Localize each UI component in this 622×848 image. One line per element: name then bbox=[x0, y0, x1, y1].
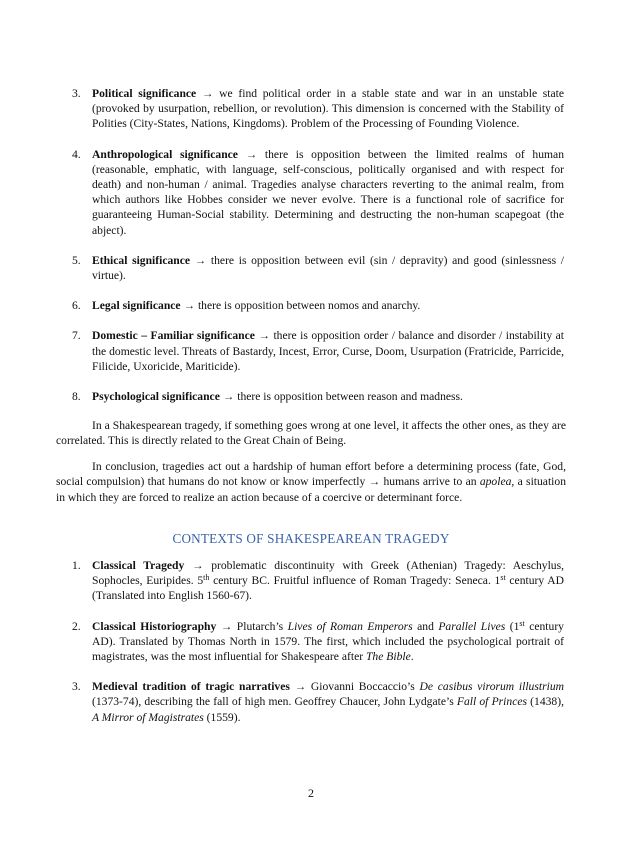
item-text: there is opposition between the limited realms of human (reasonable, emphatic, with language, self-conscious, politically organised and with respect for death) and non-human / animal. Tragedies analyse characters reverting to the animal realm, from which authors like Hobbes consider we never evolve. There is a functional role of sacrifice for guaranteeing Human-Social stability. Determining and destructing the non-human scapegoat (the abject). bbox=[92, 147, 564, 237]
item-number: 7. bbox=[72, 329, 81, 343]
list-item bbox=[0, 558, 622, 604]
paragraph-text: , a situation in which they are forced to realize an action because of a coercive or determinant force. bbox=[56, 475, 566, 504]
list-item bbox=[0, 389, 622, 404]
arrow-icon: → bbox=[194, 253, 207, 267]
item-text: century BC. Fruitful influence of Roman Tragedy: Seneca. 1 bbox=[209, 574, 501, 588]
list-item bbox=[0, 679, 622, 725]
item-text: there is opposition between nomos and anarchy. bbox=[195, 299, 421, 313]
item-term: Classical Tragedy bbox=[92, 559, 185, 572]
item-number: 4. bbox=[72, 147, 81, 161]
arrow-icon: → bbox=[191, 559, 204, 572]
superscript: st bbox=[519, 618, 525, 628]
significance-list bbox=[0, 86, 622, 404]
item-text: century AD). Translated by Thomas North in 1579. The first, which included the psychological portrait of magistrates, was the most influential for Shakespeare after bbox=[92, 619, 564, 664]
arrow-icon: → bbox=[258, 329, 270, 343]
item-text: century AD (Translated into English 1560-67). bbox=[92, 574, 564, 603]
conclusion-paragraph bbox=[56, 459, 566, 505]
item-text: . bbox=[410, 650, 414, 664]
list-item bbox=[0, 86, 622, 132]
section-heading: CONTEXTS OF SHAKESPEAREAN TRAGEDY bbox=[172, 531, 450, 546]
list-item bbox=[0, 328, 622, 374]
superscript: st bbox=[500, 573, 506, 583]
item-text: (1 bbox=[505, 619, 520, 633]
arrow-icon: → bbox=[294, 680, 307, 694]
item-text: (1559). bbox=[203, 710, 241, 724]
item-term: Psychological significance bbox=[92, 390, 220, 404]
arrow-icon: → bbox=[222, 390, 235, 404]
item-term: Political significance bbox=[92, 87, 197, 100]
italic-term: apolea bbox=[479, 475, 512, 489]
item-text: there is opposition between evil (sin / depravity) and good (sinlessness / virtue). bbox=[92, 253, 564, 283]
arrow-icon: → bbox=[368, 475, 381, 489]
page-number: 2 bbox=[308, 786, 314, 800]
item-text: we find political order in a stable state and war in an unstable state (provoked by usurpation, rebellion, or revolution). This dimension is concerned with the Stability of Polities (City-States, Nations, Kingdoms). Problem of the Processing of Founding Violence. bbox=[92, 87, 565, 131]
item-number: 3. bbox=[72, 680, 81, 694]
item-text: (1373-74), describing the fall of high men. Geoffrey Chaucer, John Lydgate’s bbox=[92, 695, 457, 709]
item-text: there is opposition order / balance and disorder / instability at the domestic level. Threats of Bastardy, Incest, Error, Curse, Doom, Usurpation (Fratricide, Parricide, Filicide, Uxoricide, Mariticide). bbox=[92, 329, 564, 373]
item-text: (1438), bbox=[527, 695, 564, 709]
arrow-icon: → bbox=[183, 299, 196, 313]
item-text: Plutarch’s bbox=[232, 619, 288, 633]
italic-title: Fall of Princes bbox=[456, 695, 527, 709]
superscript: th bbox=[203, 573, 210, 583]
item-text: and bbox=[412, 619, 439, 633]
item-text: Giovanni Boccaccio’s bbox=[306, 680, 420, 694]
italic-title: A Mirror of Magistrates bbox=[92, 710, 204, 724]
arrow-icon: → bbox=[201, 87, 214, 100]
item-text: problematic discontinuity with Greek (Athenian) Tragedy: Aeschylus, Sophocles, Euripides. 5 bbox=[92, 559, 564, 588]
body-paragraph: In a Shakespearean tragedy, if something goes wrong at one level, it affects the other ones, as they are correlated. This is directly related to the Great Chain of Being. bbox=[56, 419, 566, 448]
item-term: Anthropological significance bbox=[92, 147, 238, 161]
italic-title: Lives of Roman Emperors bbox=[287, 619, 413, 633]
paragraph-text: In conclusion, tragedies act out a hardship of human effort before a determining process (fate, God, social compulsion) that humans do not know or know imperfectly bbox=[56, 460, 566, 489]
list-item bbox=[0, 147, 622, 238]
list-item bbox=[0, 619, 622, 665]
paragraph-text: humans arrive to an bbox=[380, 475, 480, 489]
item-number: 8. bbox=[72, 390, 81, 404]
item-term: Classical Historiography bbox=[92, 619, 217, 633]
item-text: there is opposition between reason and madness. bbox=[234, 390, 463, 404]
italic-title: The Bible bbox=[365, 650, 411, 664]
item-number: 5. bbox=[72, 253, 81, 267]
item-number: 1. bbox=[72, 559, 81, 572]
italic-title: De casibus virorum illustrium bbox=[419, 680, 564, 694]
list-item bbox=[0, 298, 622, 313]
item-term: Ethical significance bbox=[92, 253, 191, 267]
item-number: 2. bbox=[72, 619, 81, 633]
item-number: 3. bbox=[72, 87, 81, 100]
item-term: Legal significance bbox=[92, 299, 181, 313]
contexts-list bbox=[0, 558, 622, 725]
item-number: 6. bbox=[72, 299, 81, 313]
item-term: Medieval tradition of tragic narratives bbox=[92, 680, 290, 694]
arrow-icon: → bbox=[245, 147, 258, 161]
item-term: Domestic – Familiar significance bbox=[92, 329, 255, 343]
list-item bbox=[0, 253, 622, 283]
arrow-icon: → bbox=[220, 619, 233, 633]
italic-title: Parallel Lives bbox=[438, 619, 506, 633]
